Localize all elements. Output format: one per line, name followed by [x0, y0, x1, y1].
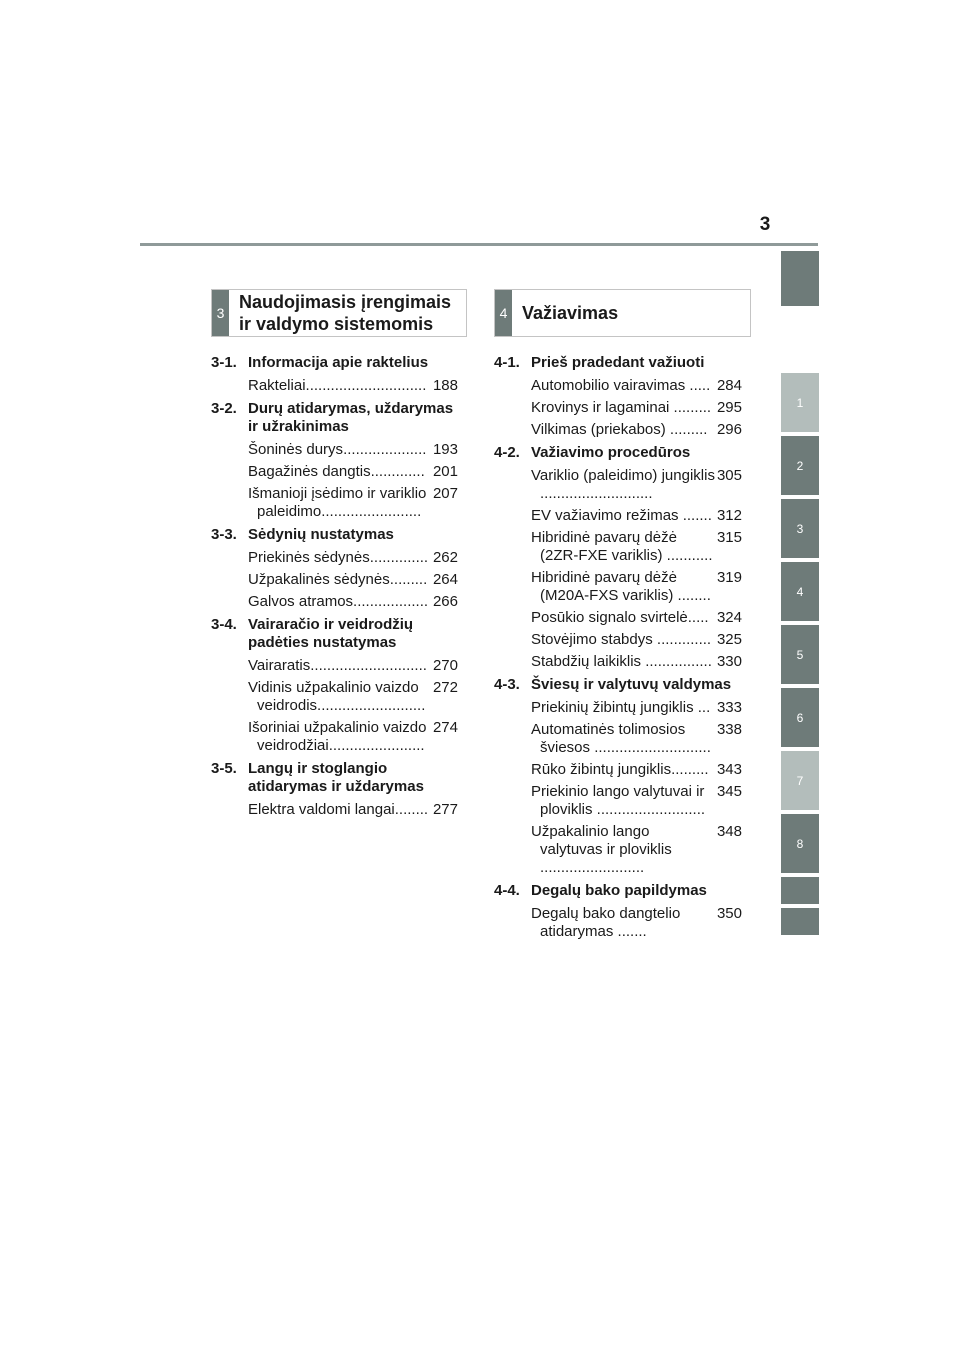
- chapter-tab[interactable]: 4: [781, 562, 819, 621]
- toc-entry-leader: .........................: [540, 859, 645, 876]
- toc-entry[interactable]: [494, 377, 742, 395]
- section-header-3[interactable]: [211, 289, 467, 337]
- toc-entry[interactable]: [211, 377, 458, 395]
- toc-entry-text: Vairaratis: [248, 657, 311, 674]
- toc-entry[interactable]: [494, 699, 742, 717]
- toc-entry-label: [248, 801, 431, 819]
- toc-entry-leader: .............................: [305, 377, 427, 394]
- section-number-badge: 3: [212, 290, 229, 336]
- toc-entry-label: [248, 485, 431, 521]
- toc-entry-page: 350: [716, 905, 742, 922]
- toc-group-number: 4-4.: [494, 882, 520, 899]
- page-number: 3: [759, 214, 771, 235]
- toc-entry[interactable]: [494, 399, 742, 417]
- toc-entry-label: [531, 905, 715, 941]
- toc-group-title: Prieš pradedant važiuoti: [531, 354, 705, 371]
- toc-entry-text: Galvos atramos: [248, 593, 354, 610]
- toc-entry-leader: ........................: [321, 503, 422, 520]
- toc-group: [494, 882, 742, 941]
- toc-entry-text: Stabdžių laikiklis: [531, 653, 642, 670]
- toc-column-section-3: [211, 354, 458, 824]
- toc-entry-page: 284: [716, 377, 742, 394]
- toc-entry-leader: ............................: [310, 657, 427, 674]
- toc-entry[interactable]: [494, 653, 742, 671]
- chapter-tab[interactable]: 3: [781, 499, 819, 558]
- toc-entry-leader: .......: [678, 507, 712, 524]
- toc-entry-page: 325: [716, 631, 742, 648]
- toc-entry-page: 343: [716, 761, 742, 778]
- toc-entry-page: 277: [432, 801, 458, 818]
- toc-column-section-4: [494, 354, 742, 946]
- toc-entry-label: [531, 421, 715, 439]
- toc-group-title: Šviesų ir valytuvų valdymas: [531, 676, 732, 693]
- toc-entry[interactable]: [494, 823, 742, 877]
- toc-group: [494, 676, 742, 877]
- section-title: Važiavimas: [522, 303, 619, 323]
- toc-entry-leader: ............................: [590, 739, 711, 756]
- toc-entry[interactable]: [211, 657, 458, 675]
- toc-entry[interactable]: [211, 719, 458, 755]
- toc-entry-text: Posūkio signalo svirtelė: [531, 609, 688, 626]
- toc-entry[interactable]: [211, 549, 458, 567]
- toc-entry-text: Šoninės durys: [248, 441, 344, 458]
- toc-entry-page: 305: [716, 467, 742, 484]
- toc-entry-page: 201: [432, 463, 458, 480]
- toc-entry-text: Užpakalinės sėdynės: [248, 571, 390, 588]
- toc-entry-leader: .......: [613, 923, 647, 940]
- toc-entry-text: EV važiavimo režimas: [531, 507, 679, 524]
- toc-entry-page: 319: [716, 569, 742, 586]
- toc-group-title: Važiavimo procedūros: [531, 444, 691, 461]
- toc-entry-text: Priekinės sėdynės: [248, 549, 370, 566]
- toc-entry-page: 333: [716, 699, 742, 716]
- toc-entry-label: [248, 549, 431, 567]
- toc-entry-text: Automobilio vairavimas: [531, 377, 686, 394]
- toc-entry-leader: .............: [370, 463, 425, 480]
- toc-entry-label: [531, 823, 715, 877]
- toc-entry[interactable]: [494, 467, 742, 503]
- toc-entry-leader: ...........: [662, 547, 713, 564]
- toc-group: [211, 400, 458, 521]
- toc-group-number: 3-1.: [211, 354, 237, 371]
- toc-entry[interactable]: [494, 569, 742, 605]
- toc-group: [494, 354, 742, 439]
- toc-entry[interactable]: [211, 441, 458, 459]
- toc-entry-page: 330: [716, 653, 742, 670]
- toc-entry-text: Hibridinė pavarų dėžė (M20A-FXS variklis): [531, 569, 677, 604]
- toc-group: [211, 616, 458, 755]
- toc-group-number: 4-2.: [494, 444, 520, 461]
- toc-entry-label: [248, 719, 431, 755]
- toc-entry-leader: ..................: [353, 593, 429, 610]
- chapter-tab[interactable]: 8: [781, 814, 819, 873]
- toc-group-number: 4-3.: [494, 676, 520, 693]
- header-rule: [140, 243, 818, 246]
- toc-entry-label: [248, 441, 431, 459]
- toc-entry-label: [531, 783, 715, 819]
- toc-entry-page: 262: [432, 549, 458, 566]
- toc-group-title: Durų atidarymas, uždarymas ir užrakinimas: [248, 400, 454, 435]
- toc-group-number: 3-4.: [211, 616, 237, 633]
- toc-group-title: Informacija apie raktelius: [248, 354, 429, 371]
- toc-group-number: 3-2.: [211, 400, 237, 417]
- toc-group-heading[interactable]: [211, 616, 458, 652]
- toc-entry-text: Priekinio lango valytuvai ir ploviklis: [531, 783, 705, 818]
- toc-entry-label: [531, 653, 715, 671]
- toc-entry-leader: .........: [669, 399, 712, 416]
- toc-entry-label: [531, 631, 715, 649]
- toc-entry-page: 264: [432, 571, 458, 588]
- toc-group-title: Sėdynių nustatymas: [248, 526, 394, 543]
- toc-entry-label: [248, 657, 431, 675]
- toc-entry-page: 274: [432, 719, 458, 736]
- toc-group-heading[interactable]: [211, 354, 458, 372]
- toc-entry-text: Bagažinės dangtis: [248, 463, 371, 480]
- toc-group: [211, 760, 458, 819]
- toc-entry-page: 312: [716, 507, 742, 524]
- toc-group-title: Vairaračio ir veidrodžių padėties nustatymas: [248, 616, 414, 651]
- chapter-tab[interactable]: [781, 251, 819, 306]
- toc-entry-text: Išoriniai užpakalinio vaizdo veidrodžiai: [248, 719, 427, 754]
- chapter-tab[interactable]: 5: [781, 625, 819, 684]
- toc-entry-leader: .......................: [328, 737, 425, 754]
- chapter-tab[interactable]: 6: [781, 688, 819, 747]
- toc-entry-page: 295: [716, 399, 742, 416]
- toc-entry[interactable]: [494, 631, 742, 649]
- toc-entry-label: [248, 593, 431, 611]
- toc-group-heading[interactable]: [494, 354, 742, 372]
- toc-entry-leader: ....................: [343, 441, 427, 458]
- toc-entry-page: 188: [432, 377, 458, 394]
- toc-group: [494, 444, 742, 671]
- toc-entry-label: [531, 569, 715, 605]
- toc-entry-text: Variklio (paleidimo) jungiklis: [531, 467, 715, 484]
- toc-entry[interactable]: [211, 463, 458, 481]
- toc-entry-leader: ..............: [369, 549, 429, 566]
- toc-group-heading[interactable]: [211, 760, 458, 796]
- toc-entry-leader: ...: [693, 699, 711, 716]
- toc-entry[interactable]: [494, 421, 742, 439]
- toc-entry-text: Vidinis užpakalinio vaizdo veidrodis: [248, 679, 419, 714]
- toc-group-heading[interactable]: [211, 400, 458, 436]
- toc-entry-leader: .........: [389, 571, 428, 588]
- toc-entry[interactable]: [494, 721, 742, 757]
- toc-entry-leader: .............: [652, 631, 712, 648]
- toc-entry-leader: ..........................: [317, 697, 426, 714]
- toc-entry-page: 348: [716, 823, 742, 840]
- toc-entry-text: Išmanioji įsėdimo ir variklio paleidimo: [248, 485, 427, 520]
- toc-group-title: Degalų bako papildymas: [531, 882, 707, 899]
- toc-entry-page: 296: [716, 421, 742, 438]
- toc-group-number: 4-1.: [494, 354, 520, 371]
- toc-group-heading[interactable]: [211, 526, 458, 544]
- toc-entry-text: Krovinys ir lagaminai: [531, 399, 670, 416]
- toc-entry-label: [531, 377, 715, 395]
- toc-entry-label: [531, 699, 715, 717]
- toc-entry[interactable]: [494, 609, 742, 627]
- chapter-tab[interactable]: 1: [781, 373, 819, 432]
- toc-entry-page: 270: [432, 657, 458, 674]
- toc-entry-text: Vilkimas (priekabos): [531, 421, 666, 438]
- toc-entry-leader: .....: [687, 609, 709, 626]
- chapter-tab[interactable]: [781, 877, 819, 904]
- toc-entry-label: [531, 529, 715, 565]
- toc-entry-leader: .........: [665, 421, 708, 438]
- toc-entry-text: Stovėjimo stabdys: [531, 631, 653, 648]
- toc-entry-text: Rūko žibintų jungiklis: [531, 761, 672, 778]
- toc-entry[interactable]: [494, 507, 742, 525]
- toc-entry-text: Degalų bako dangtelio atidarymas: [531, 905, 681, 940]
- toc-entry-page: 207: [432, 485, 458, 502]
- toc-group: [211, 526, 458, 611]
- toc-entry-page: 193: [432, 441, 458, 458]
- section-header-4[interactable]: [494, 289, 751, 337]
- toc-entry-page: 266: [432, 593, 458, 610]
- toc-entry-leader: ........: [394, 801, 429, 818]
- section-title: Naudojimasis įrengimais ir valdymo sistemomis: [239, 292, 452, 334]
- toc-group-heading[interactable]: [494, 444, 742, 462]
- chapter-tab[interactable]: 2: [781, 436, 819, 495]
- toc-entry[interactable]: [211, 485, 458, 521]
- toc-entry-page: 345: [716, 783, 742, 800]
- toc-group-heading[interactable]: [494, 882, 742, 900]
- toc-entry-leader: ........: [673, 587, 711, 604]
- toc-entry-text: Elektra valdomi langai: [248, 801, 395, 818]
- toc-entry-label: [531, 721, 715, 757]
- toc-entry-text: Hibridinė pavarų dėžė (2ZR-FXE variklis): [531, 529, 677, 564]
- toc-entry[interactable]: [494, 529, 742, 565]
- toc-entry-label: [248, 463, 431, 481]
- toc-entry[interactable]: [211, 593, 458, 611]
- toc-entry-label: [531, 399, 715, 417]
- toc-entry-text: Užpakalinio lango valytuvas ir ploviklis: [531, 823, 672, 858]
- toc-entry-page: 315: [716, 529, 742, 546]
- toc-group-number: 3-3.: [211, 526, 237, 543]
- toc-group-title: Langų ir stoglangio atidarymas ir uždarymas: [248, 760, 424, 795]
- toc-entry-label: [531, 761, 715, 779]
- toc-entry-label: [248, 377, 431, 395]
- chapter-tab[interactable]: [781, 908, 819, 935]
- toc-entry-label: [248, 571, 431, 589]
- toc-entry-text: Automatinės tolimosios šviesos: [531, 721, 686, 756]
- toc-group-number: 3-5.: [211, 760, 237, 777]
- toc-entry-label: [531, 467, 715, 503]
- toc-group-heading[interactable]: [494, 676, 742, 694]
- toc-entry-label: [248, 679, 431, 715]
- toc-entry-label: [531, 507, 715, 525]
- toc-group: [211, 354, 458, 395]
- toc-entry-page: 272: [432, 679, 458, 696]
- chapter-tab[interactable]: 7: [781, 751, 819, 810]
- toc-entry[interactable]: [211, 801, 458, 819]
- toc-entry-label: [531, 609, 715, 627]
- toc-entry-leader: ...........................: [540, 485, 653, 502]
- toc-entry-leader: ................: [641, 653, 712, 670]
- toc-entry[interactable]: [494, 761, 742, 779]
- toc-entry-text: Priekinių žibintų jungiklis: [531, 699, 694, 716]
- toc-entry[interactable]: [494, 905, 742, 941]
- toc-entry[interactable]: [211, 679, 458, 715]
- toc-entry-leader: ..........................: [592, 801, 706, 818]
- toc-entry[interactable]: [494, 783, 742, 819]
- toc-entry-leader: .....: [685, 377, 711, 394]
- toc-entry-leader: .........: [671, 761, 709, 778]
- toc-entry-page: 324: [716, 609, 742, 626]
- section-number-badge: 4: [495, 290, 512, 336]
- toc-entry-page: 338: [716, 721, 742, 738]
- toc-entry[interactable]: [211, 571, 458, 589]
- toc-entry-text: Rakteliai: [248, 377, 306, 394]
